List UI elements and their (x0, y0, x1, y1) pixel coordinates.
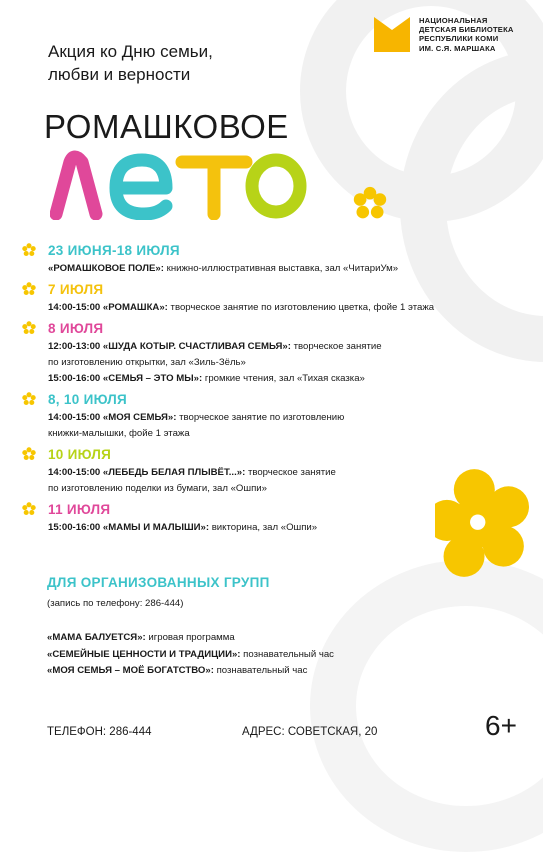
footer-address: АДРЕС: СОВЕТСКАЯ, 20 (242, 726, 378, 738)
age-rating-badge: 6+ (485, 710, 517, 741)
background-ring-bottom (310, 560, 543, 852)
organized-program-item: «МАМА БАЛУЕТСЯ»: игровая программа (47, 632, 235, 643)
schedule-event: 14:00-15:00 «ЛЕБЕДЬ БЕЛАЯ ПЛЫВЁТ...»: творческое занятие (48, 467, 336, 478)
schedule-date: 23 ИЮНЯ-18 ИЮЛЯ (48, 243, 180, 258)
library-name-line-2: ДЕТСКАЯ БИБЛИОТЕКА (419, 25, 514, 35)
organized-groups-list (47, 630, 334, 680)
bullet-flower-icon (22, 502, 36, 516)
schedule-event: 15:00-16:00 «МАМЫ И МАЛЫШИ»: викторина, зал «Ошпи» (48, 522, 318, 533)
event-title: РОМАШКОВОЕ (44, 108, 289, 145)
schedule-date: 11 ИЮЛЯ (48, 502, 111, 517)
library-name-line-3: РЕСПУБЛИКИ КОМИ (419, 34, 499, 44)
organized-groups-title: ДЛЯ ОРГАНИЗОВАННЫХ ГРУПП (47, 575, 270, 590)
footer-phone: ТЕЛЕФОН: 286-444 (47, 726, 152, 738)
organized-program-item: «МОЯ СЕМЬЯ – МОЁ БОГАТСТВО»: познавательный час (47, 665, 308, 676)
library-name-line-1: НАЦИОНАЛЬНАЯ (419, 16, 488, 25)
organized-groups-note: (запись по телефону: 286-444) (47, 598, 184, 609)
schedule-day (22, 318, 522, 387)
subtitle-line-1: Акция ко Дню семьи, (48, 42, 213, 61)
library-logo-icon (374, 17, 410, 52)
schedule-date: 8, 10 ИЮЛЯ (48, 392, 128, 407)
schedule-event: 12:00-13:00 «ШУДА КОТЫР. СЧАСТЛИВАЯ СЕМЬЯ»: творческое занятие (48, 341, 382, 352)
schedule-day (22, 389, 522, 442)
bullet-flower-icon (22, 392, 36, 406)
schedule-event: 14:00-15:00 «РОМАШКА»: творческое занятие по изготовлению цветка, фойе 1 этажа (48, 302, 435, 313)
bullet-flower-icon (22, 447, 36, 461)
subtitle-line-2: любви и верности (48, 65, 191, 84)
library-name-line-4: ИМ. С.Я. МАРШАКА (419, 43, 496, 53)
event-subtitle (48, 40, 213, 86)
schedule-day (22, 444, 522, 497)
library-name (419, 16, 514, 53)
schedule-day (22, 240, 522, 277)
schedule-event: «РОМАШКОВОЕ ПОЛЕ»: книжно-иллюстративная выставка, зал «ЧитариУм» (48, 263, 399, 274)
schedule-day (22, 499, 522, 536)
schedule-event: по изготовлению поделки из бумаги, зал «Ошпи» (48, 483, 267, 494)
schedule-date: 10 ИЮЛЯ (48, 447, 112, 462)
schedule-list (22, 240, 522, 536)
schedule-date: 8 ИЮЛЯ (48, 321, 104, 336)
bullet-flower-icon (22, 243, 36, 257)
schedule-event: по изготовлению открытки, зал «Зиль-Зёль» (48, 357, 246, 368)
schedule-event: 15:00-16:00 «СЕМЬЯ – ЭТО МЫ»: громкие чтения, зал «Тихая сказка» (48, 373, 365, 384)
schedule-event: 14:00-15:00 «МОЯ СЕМЬЯ»: творческое занятие по изготовлению (48, 412, 345, 423)
leto-wordmark (50, 148, 310, 220)
schedule-day (22, 279, 522, 316)
small-flower-icon (351, 186, 389, 222)
bullet-flower-icon (22, 321, 36, 335)
bullet-flower-icon (22, 282, 36, 296)
organized-program-item: «СЕМЕЙНЫЕ ЦЕННОСТИ И ТРАДИЦИИ»: познавательный час (47, 648, 334, 660)
schedule-event: книжки-малышки, фойе 1 этажа (48, 428, 190, 439)
schedule-date: 7 ИЮЛЯ (48, 282, 104, 297)
